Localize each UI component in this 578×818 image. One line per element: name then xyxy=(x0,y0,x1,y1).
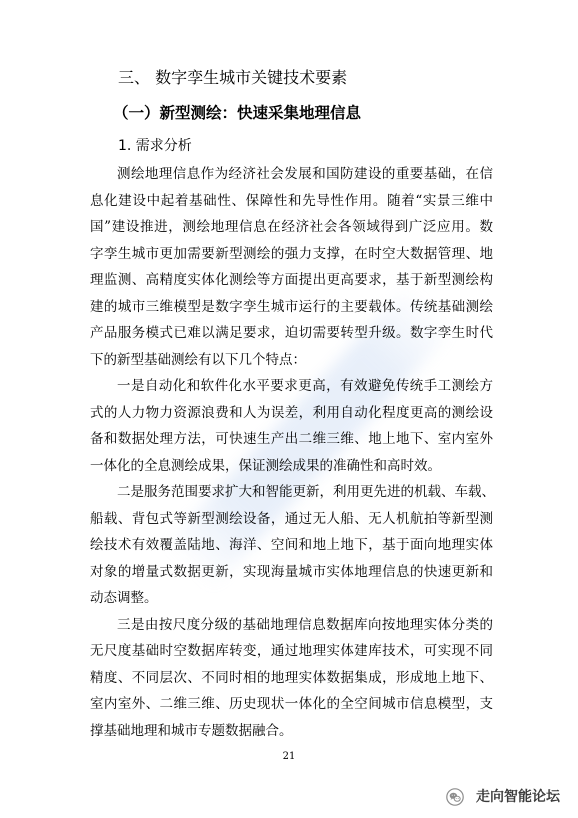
text-line: 备和数据处理方法，可快速生产出二维三维、地上地下、室内室外 xyxy=(90,431,493,447)
paragraph xyxy=(90,161,493,373)
text-line: 船载、背包式等新型测绘设备，通过无人船、无人机航拍等新型测 xyxy=(90,510,493,527)
text-line: 动态调整。 xyxy=(90,590,158,606)
wechat-account-name: 走向智能论坛 xyxy=(476,789,560,805)
text-line: 撑基础地理和城市专题数据融合。 xyxy=(90,722,293,739)
text-line: 下的新型基础测绘有以下几个特点： xyxy=(90,351,306,368)
text-line: 理监测、高精度实体化测绘等方面提出更高要求，基于新型测绘构 xyxy=(90,272,493,288)
text-line: 对象的增量式数据更新，实现海量城市实体地理信息的快速更新和 xyxy=(90,563,493,580)
section-heading: 三、 数字孪生城市关键技术要素 xyxy=(118,68,348,87)
text-line: 式的人力物力资源浪费和人为误差，利用自动化程度更高的测绘设 xyxy=(90,404,493,421)
item-heading: 1. 需求分析 xyxy=(118,138,192,154)
text-line: 一体化的全息测绘成果，保证测绘成果的准确性和高时效。 xyxy=(90,457,441,474)
text-line: 建的城市三维模型是数字孪生城市运行的主要载体。传统基础测绘 xyxy=(90,298,493,315)
paragraph xyxy=(90,479,493,612)
page-number: 21 xyxy=(282,751,296,762)
wechat-icon xyxy=(446,788,464,806)
text-line: 二是服务范围要求扩大和智能更新，利用更先进的机载、车载、 xyxy=(117,484,495,500)
text-line: 一是自动化和软件化水平要求更高，有效避免传统手工测绘方 xyxy=(117,378,493,394)
text-line: 息化建设中起着基础性、保障性和先导性作用。随着“实景三维中 xyxy=(90,192,493,209)
text-line: 室内室外、二维三维、历史现状一体化的全空间城市信息模型，支 xyxy=(90,696,493,712)
text-line: 产品服务模式已难以满足要求，迫切需要转型升级。数字孪生时代 xyxy=(90,325,493,341)
body-text xyxy=(90,161,493,744)
text-line: 绘技术有效覆盖陆地、海洋、空间和地上地下，基于面向地理实体 xyxy=(90,537,493,553)
text-line: 三是由按尺度分级的基础地理信息数据库向按地理实体分类的 xyxy=(117,616,493,633)
text-line: 国”建设推进，测绘地理信息在经济社会各领域得到广泛应用。数 xyxy=(90,219,493,235)
text-line: 测绘地理信息作为经济社会发展和国防建设的重要基础，在信 xyxy=(117,166,493,182)
wechat-account-badge xyxy=(446,787,560,807)
paragraph xyxy=(90,373,493,479)
subsection-heading: （一）新型测绘：快速采集地理信息 xyxy=(113,103,362,122)
text-line: 无尺度基础时空数据库转变，通过地理实体建库技术，可实现不同 xyxy=(90,643,493,659)
paragraph xyxy=(90,612,493,745)
text-line: 字孪生城市更加需要新型测绘的强力支撑，在时空大数据管理、地 xyxy=(90,245,493,262)
text-line: 精度、不同层次、不同时相的地理实体数据集成，形成地上地下、 xyxy=(90,669,493,686)
